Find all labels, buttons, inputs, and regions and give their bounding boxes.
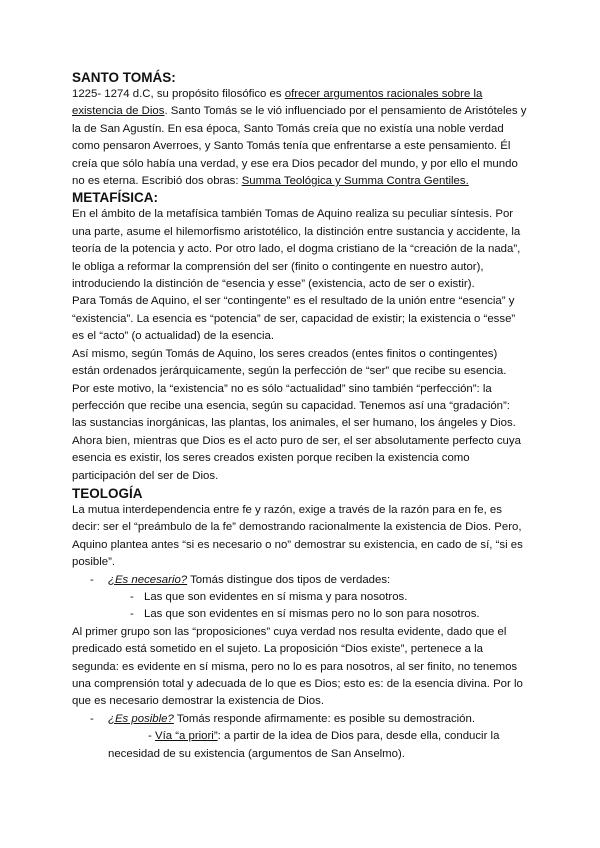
- bullet-dash: -: [90, 712, 94, 725]
- text-dates-intro: 1225- 1274 d.C, su propósito filosófico es: [72, 88, 285, 100]
- paragraph-metafisica-1: En el ámbito de la metafísica también Tomas de Aquino realiza su peculiar síntesis. Por una parte, asume el hilemorfismo aristotélico, la distinción entre sustancia y accidente, la teoría de la potencia y acto. Por otro lado, el dogma cristiano de la “creación de la nada”, le obliga a reformar la comprensión del ser (finito o contingente en nuestro autor), introduciendo la distinción de “esencia y esse” (existencia, acto de ser o existir).: [72, 208, 521, 291]
- sub-list-item-1: [72, 589, 527, 606]
- text-via-a-priori: Vía “a priori”: [154, 730, 218, 743]
- bullet-dash: -: [130, 590, 134, 603]
- bullet-dash: -: [130, 608, 134, 621]
- text-influences: . Santo Tomás se le vió influenciado por el pensamiento de Aristóteles y la de San Agustín. En esa época, Santo Tomás creía que no existía una noble verdad como pensaron Averroes, y Santo Tomás tenía que enfrentarse a este pensamiento. Él creía que sólo había una verdad, y ese era Dios pecador del mundo, y por ello el mundo no es eterna. Escribió dos obras:: [72, 105, 527, 188]
- paragraph-santo-tomas: [72, 86, 527, 190]
- list-item-via-a-priori: [72, 728, 527, 763]
- paragraph-teologia-1: La mutua interdependencia entre fe y razón, exige a través de la razón para en fe, es decir: ser el “preámbulo de la fe” demostrando racionalmente la existencia de Dios. Pero, Aquino plantea antes “si es necesario o no” demostrar su existencia, en cado de sí, “si es posible”.: [72, 503, 523, 569]
- paragraph-metafisica-3: Así mismo, según Tomás de Aquino, los seres creados (entes finitos o contingentes) están ordenados jerárquicamente, según la perfección de “ser” que recibe su esencia. Por este motivo, la “existencia” no es sólo “actualidad” sino también “perfección”: la perfección que recibe una esencia, según su capacidad. Tenemos así una “gradación”: las sustancias inorgánicas, las plantas, los animales, el ser humano, los ángeles y Dios. Ahora bien, mientras que Dios es el acto puro de ser, el ser absolutamente perfecto cuya esencia es existir, los seres creados existen porque reciben la existencia como participación del ser de Dios.: [72, 347, 521, 482]
- bullet-dash: -: [90, 573, 94, 586]
- sub-list-item-2: [72, 606, 527, 623]
- document-page: [72, 70, 527, 763]
- sub-item-text: Las que son evidentes en sí misma y para nosotros.: [144, 590, 408, 603]
- section-heading-teologia: TEOLOGÍA: [72, 485, 143, 501]
- list-item-es-necesario: [72, 572, 527, 589]
- list-item-es-posible: [72, 711, 527, 728]
- text-es-necesario: ¿Es necesario?: [108, 573, 188, 586]
- text-es-posible-desc: Tomás responde afirmamente: es posible su demostración.: [173, 712, 476, 725]
- section-heading-santo-tomas: SANTO TOMÁS:: [72, 70, 176, 85]
- text-purpose-underlined: ofrecer argumentos racionales sobre la existencia de Dios: [72, 88, 483, 118]
- text-via-a-priori-desc: : a partir de la idea de Dios para, desde ella, conducir la necesidad de su existencia (argumentos de San Anselmo).: [108, 730, 500, 760]
- sub-item-text: Las que son evidentes en sí mismas pero no lo son para nosotros.: [144, 608, 480, 621]
- paragraph-teologia-2: Al primer grupo son las “proposiciones” cuya verdad nos resulta evidente, dado que el predicado está sometido en el sujeto. La proposición “Dios existe”, pertenece a la segunda: es evidente en sí misma, pero no lo es para nosotros, al ser finito, no tenemos una comprensión total y adecuada de lo que es Dios; esto es: de la esencia divina. Por lo que es necesario demostrar la existencia de Dios.: [72, 625, 523, 708]
- paragraph-metafisica-2: Para Tomás de Aquino, el ser “contingente” es el resultado de la unión entre “esencia” y “existencia”. La esencia es “potencia” de ser, capacidad de existir; la existencia o “esse” es el “acto” (o actualidad) de la esencia.: [72, 295, 516, 343]
- section-heading-metafisica: METAFÍSICA:: [72, 190, 158, 206]
- text-es-posible: ¿Es posible?: [108, 712, 174, 725]
- bullet-dash: -: [148, 730, 152, 743]
- text-works-underlined: Summa Teológica y Summa Contra Gentiles.: [241, 175, 469, 188]
- text-es-necesario-desc: Tomás distingue dos tipos de verdades:: [187, 573, 391, 586]
